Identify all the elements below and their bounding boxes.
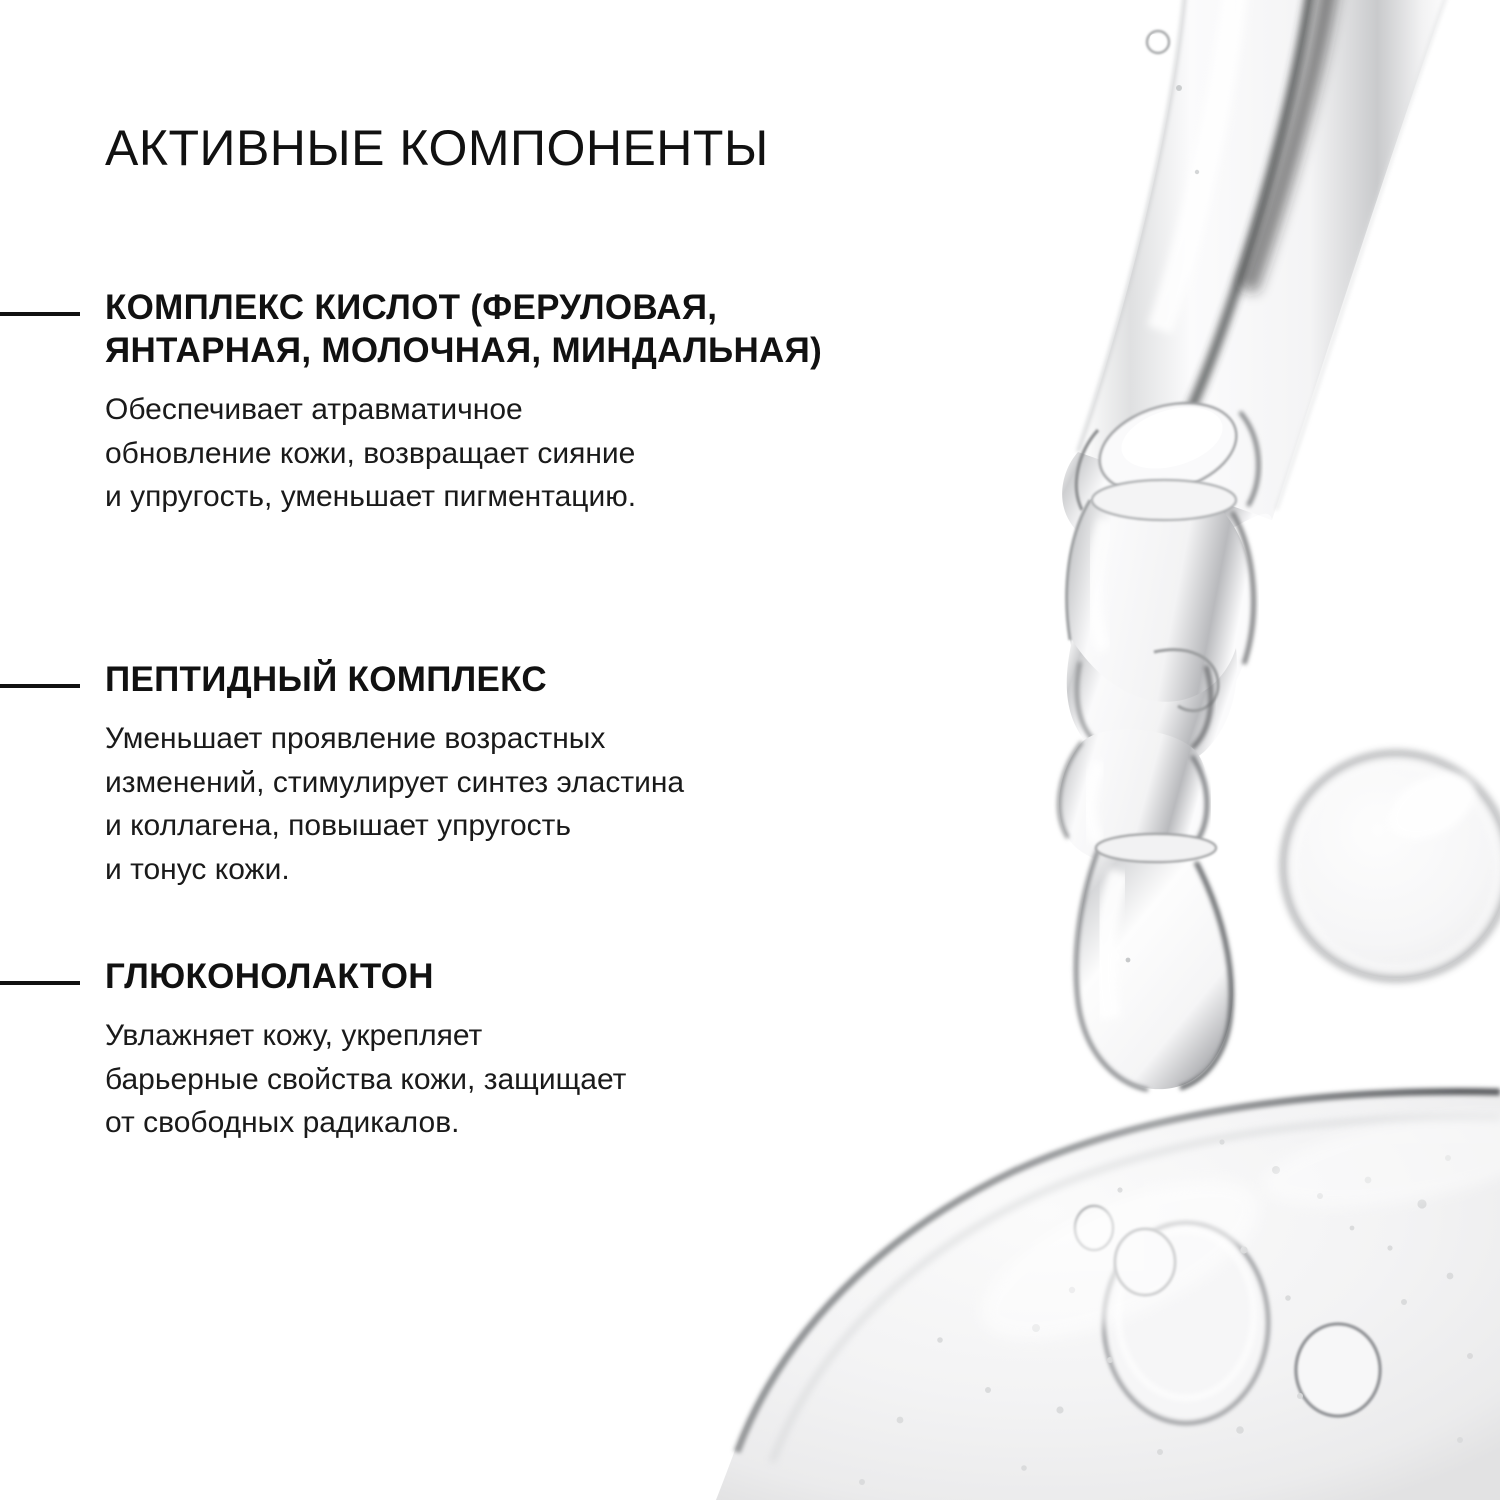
description-line: от свободных радикалов. [105, 1106, 460, 1140]
pipette-tube [1078, 0, 1452, 520]
section-heading [105, 286, 860, 372]
pipette-lower-bulb [1059, 729, 1208, 865]
description-line: Уменьшает проявление возрастных [105, 722, 606, 756]
heading-line: ПЕПТИДНЫЙ КОМПЛЕКС [105, 660, 547, 699]
section-description [105, 1014, 860, 1145]
ingredient-section-acid-complex [0, 286, 860, 519]
description-line: Обеспечивает атравматичное [105, 393, 523, 427]
section-description [105, 717, 860, 891]
description-line: барьерные свойства кожи, защищает [105, 1062, 627, 1096]
ingredient-section-peptide-complex [0, 658, 860, 891]
description-line: и коллагена, повышает упругость [105, 809, 572, 843]
page-title: АКТИВНЫЕ КОМПОНЕНТЫ [105, 119, 769, 176]
section-heading [105, 658, 860, 701]
section-rule-icon [0, 981, 80, 985]
description-line: изменений, стимулирует синтез эластина [105, 765, 685, 799]
heading-line: ГЛЮКОНОЛАКТОН [105, 957, 434, 996]
description-line: и упругость, уменьшает пигментацию. [105, 480, 637, 514]
section-description [105, 388, 860, 519]
heading-line: (ФЕРУЛОВАЯ, ЯНТАРНАЯ, [105, 288, 718, 371]
pipette-drop [1076, 834, 1233, 1090]
ingredient-section-gluconolactone [0, 955, 860, 1145]
pipette-neck [1067, 640, 1237, 768]
description-line: и тонус кожи. [105, 852, 290, 886]
pipette-upper-node [1062, 388, 1272, 554]
heading-line: КОМПЛЕКС КИСЛОТ [105, 288, 461, 327]
section-heading [105, 955, 860, 998]
section-rule-icon [0, 312, 80, 316]
heading-line: МОЛОЧНАЯ, МИНДАЛЬНАЯ) [321, 331, 823, 371]
section-rule-icon [0, 684, 80, 688]
floating-bubble [1284, 754, 1500, 978]
description-line: Увлажняет кожу, укрепляет [105, 1019, 483, 1053]
pipette-mid-bulb [1067, 480, 1254, 731]
description-line: обновление кожи, возвращает сияние [105, 436, 636, 470]
